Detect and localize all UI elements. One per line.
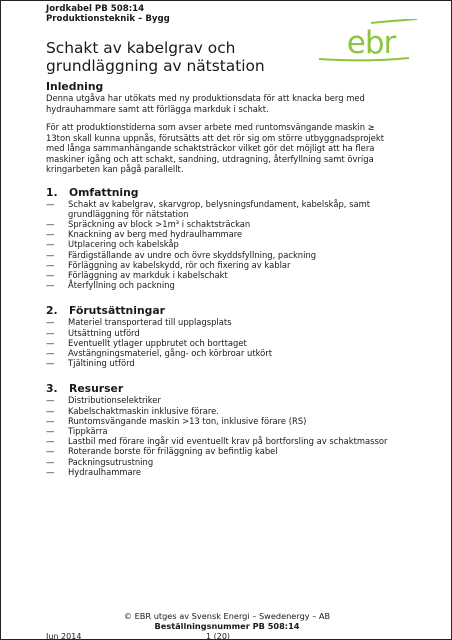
dash-bullet: — <box>46 259 55 270</box>
section-title: Resurser <box>69 382 124 396</box>
dash-bullet: — <box>46 249 55 260</box>
dash-bullet: — <box>46 239 55 250</box>
list-item <box>46 280 416 290</box>
list-item <box>46 436 416 446</box>
section-number: 2. <box>46 304 58 318</box>
paragraph-line: kringarbeten kan pågå parallellt. <box>46 164 184 174</box>
footer-date: Jun 2014 <box>46 632 82 640</box>
dash-bullet: — <box>46 466 55 477</box>
list-item <box>46 338 416 348</box>
dash-bullet: — <box>46 327 55 338</box>
paragraph-line: För att produktionstiderna som avser arbete med runtomsvängande maskin ≥ <box>46 122 375 132</box>
list-item <box>46 229 416 239</box>
dash-bullet: — <box>46 395 55 406</box>
section-list <box>46 317 416 368</box>
paragraph-line: hydrauhammare samt att förlägga markduk i schakt. <box>46 103 269 114</box>
sections <box>46 175 416 477</box>
footer-copyright: © EBR utges av Svensk Energi – Swedenergy – AB <box>123 611 331 621</box>
section-title: Förutsättningar <box>69 304 165 318</box>
list-item-text: Packningsutrustning <box>68 456 154 467</box>
list-item <box>46 348 416 358</box>
footer-page-number: 1 (20) <box>206 632 231 640</box>
list-item-text: Distributionselektriker <box>68 395 161 406</box>
list-item-text: Roterande borste för friläggning av befintlig kabel <box>68 446 278 457</box>
list-item <box>46 426 416 436</box>
list-item-text: Schakt av kabelgrav, skarvgrop, belysningsfundament, kabelskåp, samt grundläggning för nätstation <box>68 198 371 219</box>
footer-order-number: Beställningsnummer PB 508:14 <box>154 621 300 631</box>
list-item-text: Förläggning av markduk i kabelschakt <box>68 269 228 280</box>
list-item <box>46 239 416 249</box>
section-number: 3. <box>46 382 58 396</box>
list-item-text: Spräckning av block >1m³ i schaktsträckan <box>68 218 251 229</box>
section-title: Omfattning <box>69 185 139 199</box>
page-title: Schakt av kabelgrav och grundläggning av nätstation <box>46 39 265 75</box>
dash-bullet: — <box>46 415 55 426</box>
intro-paragraph-2 <box>46 122 416 175</box>
dash-bullet: — <box>46 218 55 229</box>
list-item-text: Tjältining utförd <box>68 358 135 369</box>
list-item <box>46 395 416 405</box>
intro-paragraph-1 <box>46 93 416 114</box>
list-item-text: Eventuellt ytlager uppbrutet och borttaget <box>68 337 247 348</box>
list-item <box>46 250 416 260</box>
list-item-text: Runtomsvängande maskin >13 ton, inklusive förare (RS) <box>68 415 307 426</box>
list-item-text: Återfyllning och packning <box>68 280 175 291</box>
dash-bullet: — <box>46 198 55 209</box>
list-item-text: Färdigställande av undre och övre skyddsfyllning, packning <box>68 249 317 260</box>
list-item-text: Materiel transporterad till upplagsplats <box>68 317 232 328</box>
dash-bullet: — <box>46 358 55 369</box>
paragraph-line: Denna utgåva har utökats med ny produktionsdata för att knacka berg med <box>46 93 365 103</box>
ebr-logo <box>319 19 417 63</box>
list-item <box>46 317 416 327</box>
section-heading <box>46 187 416 199</box>
paragraph-line: 13ton skall kunna uppnås, förutsätts att det rör sig om större utbyggnadsprojekt <box>46 132 385 143</box>
list-item <box>46 328 416 338</box>
list-item <box>46 270 416 280</box>
intro-heading: Inledning <box>46 80 104 93</box>
list-item <box>46 199 416 219</box>
dash-bullet: — <box>46 456 55 467</box>
document-category: Produktionsteknik – Bygg <box>46 14 170 24</box>
list-item-text: Lastbil med förare ingår vid eventuellt krav på bortforsling av schaktmassor <box>68 436 388 447</box>
dash-bullet: — <box>46 347 55 358</box>
list-item-text: Kabelschaktmaskin inklusive förare. <box>68 405 219 416</box>
dash-bullet: — <box>46 229 55 240</box>
dash-bullet: — <box>46 425 55 436</box>
section-list <box>46 395 416 477</box>
paragraph-line: maskiner igång och att schakt, sandning, utdragning, återfyllning samt övriga <box>46 153 374 164</box>
list-item <box>46 457 416 467</box>
document-body <box>46 81 416 477</box>
section-heading <box>46 383 416 395</box>
section-list <box>46 199 416 291</box>
dash-bullet: — <box>46 337 55 348</box>
list-item <box>46 467 416 477</box>
document-id: Jordkabel PB 508:14 <box>46 4 145 14</box>
list-item <box>46 219 416 229</box>
section-heading <box>46 305 416 317</box>
paragraph-line: med långa sammanhängande schaktsträckor vilket gör det möjligt att ha flera <box>46 143 375 153</box>
dash-bullet: — <box>46 317 55 328</box>
dash-bullet: — <box>46 405 55 416</box>
dash-bullet: — <box>46 269 55 280</box>
list-item <box>46 358 416 368</box>
list-item-text: Hydraulhammare <box>68 466 142 477</box>
dash-bullet: — <box>46 446 55 457</box>
list-item <box>46 260 416 270</box>
list-item-text: Förläggning av kabelskydd, rör och fixering av kablar <box>68 259 291 270</box>
section-number: 1. <box>46 185 58 199</box>
list-item-text: Avstängningsmateriel, gång- och körbroar utkört <box>68 347 273 358</box>
list-item <box>46 406 416 416</box>
list-item-text: Utplacering och kabelskåp <box>68 239 179 250</box>
dash-bullet: — <box>46 280 55 291</box>
list-item <box>46 446 416 456</box>
list-item-text: Knackning av berg med hydraulhammare <box>68 229 243 240</box>
logo-text: ebr <box>346 25 396 61</box>
list-item-text: Utsättning utförd <box>68 327 140 338</box>
list-item-text: Tippkärra <box>68 425 108 436</box>
list-item <box>46 416 416 426</box>
dash-bullet: — <box>46 436 55 447</box>
